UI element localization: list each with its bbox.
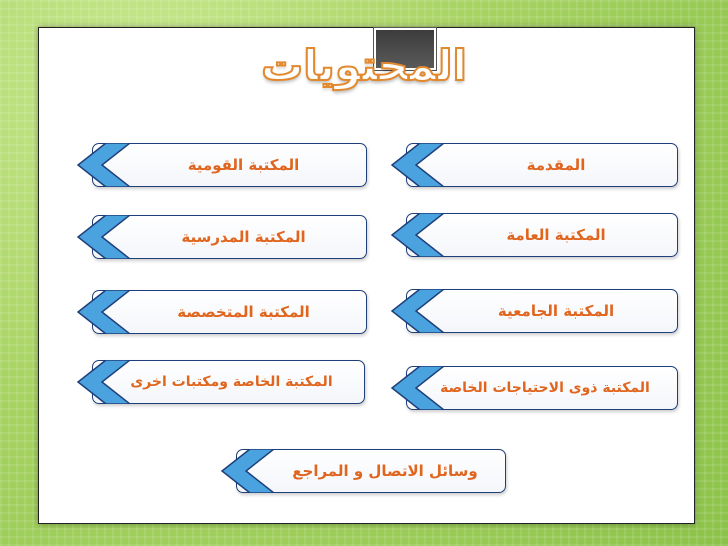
link-university-library[interactable] — [384, 289, 678, 333]
chevron-left-icon — [214, 449, 276, 493]
chevron-left-icon — [70, 215, 132, 259]
chevron-left-icon — [70, 290, 132, 334]
link-national-library[interactable] — [70, 143, 367, 187]
link-label: المكتبة المدرسية — [181, 228, 306, 246]
link-label: المقدمة — [526, 156, 586, 174]
link-special-needs-library[interactable] — [384, 366, 678, 410]
link-label: المكتبة العامة — [506, 226, 606, 244]
link-school-library[interactable] — [70, 215, 367, 259]
link-private-and-other-libraries[interactable] — [70, 360, 365, 404]
link-label: المكتبة الجامعية — [497, 302, 615, 320]
page-title: المحتويات — [261, 41, 467, 90]
chevron-left-icon — [70, 143, 132, 187]
link-label: المكتبة ذوى الاحتياجات الخاصة — [440, 380, 650, 396]
link-label: وسائل الاتصال و المراجع — [292, 462, 478, 480]
link-specialized-library[interactable] — [70, 290, 367, 334]
link-label: المكتبة المتخصصة — [177, 303, 310, 321]
chevron-left-icon — [384, 213, 446, 257]
chevron-left-icon — [384, 289, 446, 333]
link-label: المكتبة الخاصة ومكتبات اخرى — [130, 374, 333, 390]
link-public-library[interactable] — [384, 213, 678, 257]
link-introduction[interactable] — [384, 143, 678, 187]
link-communication-and-references[interactable] — [214, 449, 506, 493]
link-label: المكتبة القومية — [187, 156, 300, 174]
chevron-left-icon — [384, 143, 446, 187]
